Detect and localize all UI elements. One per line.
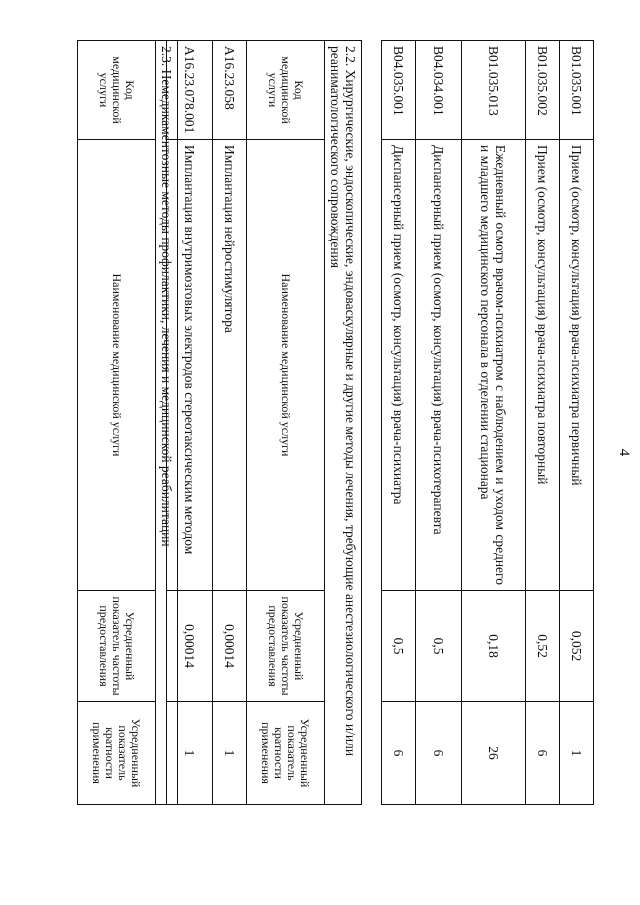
multiplicity-value: 1 <box>213 702 247 805</box>
non-drug-methods-table <box>77 40 178 805</box>
service-name: Диспансерный прием (осмотр, консультация) врача-психиатра <box>382 140 416 591</box>
service-name: Имплантация внутримозговых электродов стереотаксическим методом <box>167 140 213 591</box>
table-row <box>526 41 560 805</box>
service-code: B01.035.002 <box>526 41 560 140</box>
service-name: Имплантация нейростимулятора <box>213 140 247 591</box>
table-row <box>560 41 594 805</box>
service-code: B04.034.001 <box>416 41 462 140</box>
frequency-value: 0,18 <box>462 591 526 702</box>
multiplicity-value: 1 <box>167 702 213 805</box>
header-name: Наименование медицинской услуги <box>247 140 325 591</box>
header-frequency: Усредненный показатель частоты предоставления <box>247 591 325 702</box>
section-title: 2.2. Хирургические, эндоскопические, эндоваскулярные и другие методы лечения, требующие анестезиологического и/или реаниматологического сопровождения <box>325 41 362 805</box>
multiplicity-value: 6 <box>382 702 416 805</box>
frequency-value: 0,5 <box>382 591 416 702</box>
service-name: Прием (осмотр, консультация) врача-психиатра первичный <box>560 140 594 591</box>
section-title: 2.3. Немедикаментозные методы профилактики, лечения и медицинской реабилитации <box>156 41 178 805</box>
frequency-value: 0,5 <box>416 591 462 702</box>
service-code: A16.23.058 <box>213 41 247 140</box>
header-frequency: Усредненный показатель частоты предоставления <box>78 591 156 702</box>
services-table-continued <box>381 40 594 805</box>
section-title-row <box>156 41 178 805</box>
frequency-value: 0,52 <box>526 591 560 702</box>
header-multiplicity: Усредненный показатель кратности применения <box>247 702 325 805</box>
service-name: Прием (осмотр, консультация) врача-психиатра повторный <box>526 140 560 591</box>
header-row <box>78 41 156 805</box>
section-title-row <box>325 41 362 805</box>
table-row <box>382 41 416 805</box>
table-row <box>416 41 462 805</box>
multiplicity-value: 6 <box>526 702 560 805</box>
frequency-value: 0,00014 <box>213 591 247 702</box>
service-name: Ежедневный осмотр врачом-психиатром с наблюдением и уходом среднего и младшего медицинского персонала в отделении стационара <box>462 140 526 591</box>
frequency-value: 0,00014 <box>167 591 213 702</box>
service-code: B01.035.013 <box>462 41 526 140</box>
frequency-value: 0,052 <box>560 591 594 702</box>
service-code: B04.035.001 <box>382 41 416 140</box>
header-multiplicity: Усредненный показатель кратности применения <box>78 702 156 805</box>
multiplicity-value: 6 <box>416 702 462 805</box>
page-number: 4 <box>616 448 632 457</box>
multiplicity-value: 26 <box>462 702 526 805</box>
surgical-methods-table <box>166 40 362 805</box>
header-name: Наименование медицинской услуги <box>78 140 156 591</box>
table-row <box>462 41 526 805</box>
header-code: Код медицинской услуги <box>247 41 325 140</box>
table-row <box>213 41 247 805</box>
service-name: Диспансерный прием (осмотр, консультация) врача-психотерапевта <box>416 140 462 591</box>
service-code: A16.23.078.001 <box>167 41 213 140</box>
header-code: Код медицинской услуги <box>78 41 156 140</box>
multiplicity-value: 1 <box>560 702 594 805</box>
service-code: B01.035.001 <box>560 41 594 140</box>
header-row <box>247 41 325 805</box>
